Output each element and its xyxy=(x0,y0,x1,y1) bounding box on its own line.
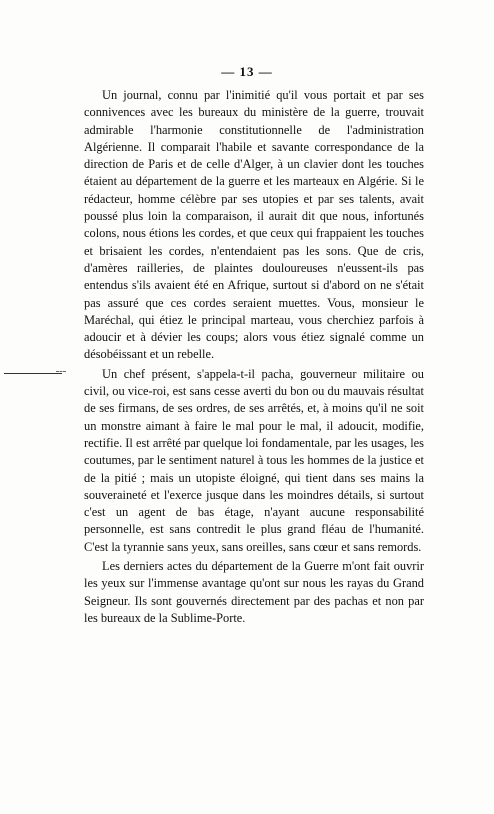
paragraph-3: Les derniers actes du département de la Guerre m'ont fait ouvrir les yeux sur l'immense avantage qu'ont sur nous les rayas du Grand Seigneur. Ils sont gouvernés directement par des pachas et non par les bureaux de la Sublime-Porte. xyxy=(84,559,424,625)
page-number: — 13 — xyxy=(221,64,273,79)
paragraph-1: Un journal, connu par l'inimitié qu'il vous portait et par ses connivences avec les bureaux du ministère de la guerre, trouvait admirable l'harmonie constitutionnelle de l'administration Algérienne. Il comparait l'habile et savante correspondance de la direction de Paris et de celle d'Alger, à un clavier dont les touches étaient au département de la guerre et les marteaux en Algérie. Si le rédacteur, homme célèbre par ses utopies et par ses talents, avait poussé plus loin la comparaison, il aurait dit que nous, infortunés colons, nous étions les cordes, et que ceux qui frappaient les touches et brisaient les cordes, n'entendaient pas les sons. Que de cris, d'amères railleries, de plaintes douloureuses n'eussent-ils pas entendus s'ils avaient été en Afrique, surtout si d'abord on ne s'était pas assuré que ces cordes seraient muettes. Vous, monsieur le Maréchal, qui étiez le principal marteau, vous cherchiez parfois à adoucir et à dévier les coups; alors vous étiez signalé comme un désobéissant et un rebelle. xyxy=(84,88,424,362)
margin-annotation-mark xyxy=(4,373,62,374)
body-text xyxy=(84,87,424,627)
paragraph-2: Un chef présent, s'appela-t-il pacha, gouverneur militaire ou civil, ou vice-roi, est sans cesse averti du bon ou du mauvais résultat de ses firmans, de ses ordres, de ses arrêtés, et, à moins qu'il ne soit un monstre aimant à faire le mal pour le mal, il adoucit, modifie, rectifie. Il est arrêté par quelque loi fondamentale, par les usages, les coutumes, par le sentiment naturel à tous les hommes de la justice et de la pitié ; mais un utopiste éloigné, qui tient dans ses mains la souveraineté et l'exerce jusque dans les moindres détails, si surtout c'est un agent de bas étage, n'ayant aucune responsabilité personnelle, est sans contredit le plus grand fléau de l'humanité. C'est la tyrannie sans yeux, sans oreilles, sans cœur et sans remords. xyxy=(84,366,424,554)
